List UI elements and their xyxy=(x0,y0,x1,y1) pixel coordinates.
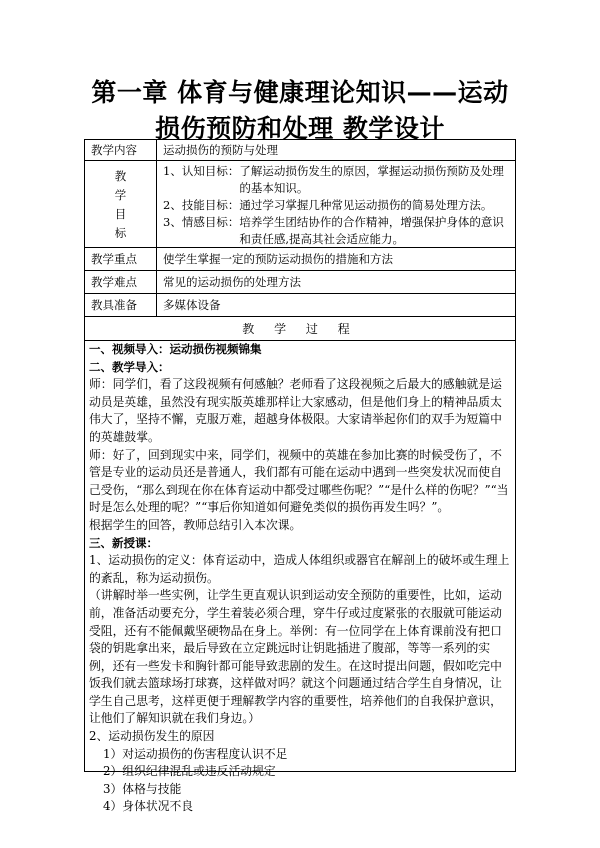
cause-item: 4）身体状况不良 xyxy=(103,799,194,814)
section-heading-new-lesson: 三、新授课： xyxy=(89,535,158,550)
label-goals-char: 教 xyxy=(114,169,127,183)
label-difficulties: 教学难点 xyxy=(85,271,157,293)
goal-text: 培养学生团结协作的合作精神，增强保护身体的意识和责任感,提高其社会适应能力。 xyxy=(239,215,504,246)
goal-item xyxy=(163,163,509,197)
goal-text: 通过学习掌握几种常见运动损伤的简易处理方法。 xyxy=(239,198,493,212)
row-process-body xyxy=(85,341,515,814)
goal-text: 了解运动损伤发生的原因，掌握运动损伤预防及处理的基本知识。 xyxy=(239,164,504,195)
lesson-plan-table xyxy=(84,139,516,814)
paragraph-teacher-2: 师：好了，回到现实中来，同学们，视频中的英雄在参加比赛的时候受伤了，不管是专业的运动员还是普通人，我们都有可能在运动中遇到一些突发状况而使自己受伤，“那么到现在你在体育运动中都受过哪些伤呢？”“是什么样的伤呢？”“当时是怎么处理的呢？”“事后你知道如何避免类似的损伤再发生吗？”。 xyxy=(89,447,509,515)
row-teaching-aids xyxy=(85,294,515,317)
label-teaching-aids: 教具准备 xyxy=(85,294,157,316)
value-difficulties: 常见的运动损伤的处理方法 xyxy=(163,275,301,289)
process-body xyxy=(85,341,515,814)
goal-item xyxy=(163,197,509,214)
row-teaching-goals xyxy=(85,161,515,248)
paragraph-causes-heading: 2、运动损伤发生的原因 xyxy=(89,729,215,744)
document-title-line-2: 损伤预防和处理 教学设计 xyxy=(155,114,445,143)
section-heading-video: 一、视频导入：运动损伤视频锦集 xyxy=(89,342,262,356)
row-process-title xyxy=(85,317,515,341)
label-goals-char: 学 xyxy=(114,188,127,202)
row-teaching-content xyxy=(85,140,515,161)
goal-item xyxy=(163,214,509,248)
row-difficulties xyxy=(85,271,515,294)
value-teaching-goals xyxy=(157,161,515,247)
label-teaching-goals xyxy=(85,161,157,247)
value-teaching-aids: 多媒体设备 xyxy=(163,298,221,312)
document-title-line-1: 第一章 体育与健康理论知识——运动 xyxy=(91,78,509,107)
cause-item: 2）组织纪律混乱或违反活动规定 xyxy=(103,764,276,779)
cause-item: 3）体格与技能 xyxy=(103,781,182,796)
paragraph-teacher-1: 师：同学们，看了这段视频有何感触？老师看了这段视频之后最大的感触就是运动员是英雄，虽然没有现实版英雄那样让大家感动，但是他们身上的精神品质太伟大了，坚持不懈，克服万难，超越身体极限。大家请举起你们的双手为短篇中的英雄鼓掌。 xyxy=(89,377,502,444)
goal-prefix: 2、技能目标： xyxy=(163,198,240,212)
goal-prefix: 1、认知目标： xyxy=(163,164,240,178)
label-key-points: 教学重点 xyxy=(85,248,157,270)
label-goals-char: 目 xyxy=(114,207,127,221)
goal-prefix: 3、情感目标： xyxy=(163,215,240,229)
section-heading-intro: 二、教学导入： xyxy=(89,359,170,374)
paragraph-definition: 1、运动损伤的定义：体育运动中，造成人体组织或器官在解剖上的破坏或生理上的紊乱，称为运动损伤。 xyxy=(89,553,510,585)
process-title: 教 学 过 程 xyxy=(242,322,358,336)
row-key-points xyxy=(85,248,515,271)
value-teaching-content: 运动损伤的预防与处理 xyxy=(163,143,278,157)
paragraph-examples: （讲解时举一些实例，让学生更直观认识到运动安全预防的重要性，比如，运动前，准备活动要充分，学生着装必须合理，穿牛仔或过度紧张的衣服就可能运动受阻，还有不能佩戴坚硬物品在身上。举例：有一位同学在上体育课前没有把口袋的钥匙拿出来，最后导致在立定跳远时让钥匙插进了腹部，等等一系列的实例，还有一些发卡和胸针都可能导致悲剧的发生。在这时提出问题，假如吃完中饭我们就去篮球场打球赛，这样做对吗？就这个问题通过结合学生自身情况，让学生自己思考，这样更便于理解教学内容的重要性，培养他们的自我保护意识，让他们了解知识就在我们身边。） xyxy=(89,588,502,726)
label-goals-char: 标 xyxy=(114,226,127,240)
value-key-points: 使学生掌握一定的预防运动损伤的措施和方法 xyxy=(163,252,393,266)
cause-item: 1）对运动损伤的伤害程度认识不足 xyxy=(103,746,288,761)
paragraph-summary: 根据学生的回答，教师总结引入本次课。 xyxy=(89,517,302,532)
label-teaching-content: 教学内容 xyxy=(85,140,157,160)
